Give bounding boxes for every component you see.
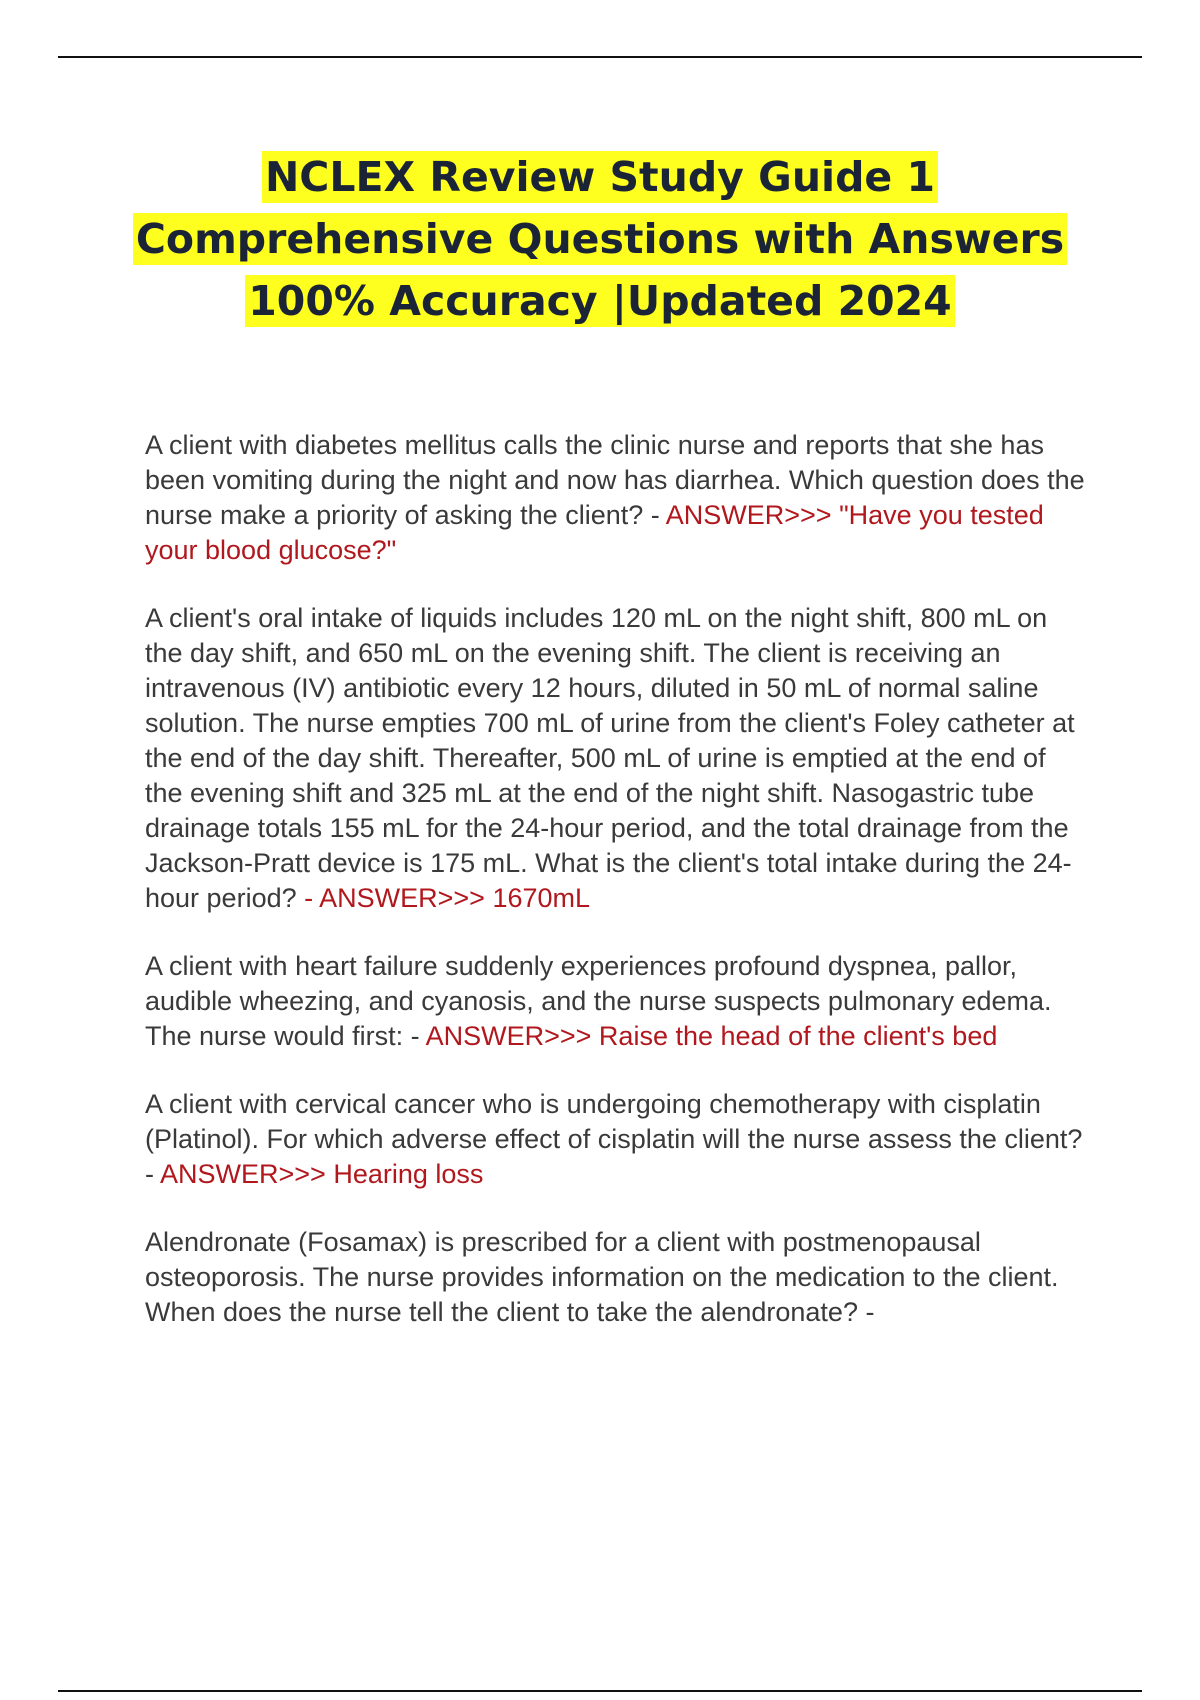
qa-item-2 bbox=[145, 601, 1090, 916]
document-title bbox=[100, 146, 1100, 332]
answer-text: ANSWER>>> Raise the head of the client's bed bbox=[425, 1021, 998, 1051]
question-text: Alendronate (Fosamax) is prescribed for a client with postmenopausal osteoporosis. The nurse provides information on the medication to the client. When does the nurse tell the client to take the alendronate? - bbox=[145, 1227, 1059, 1327]
qa-item-5 bbox=[145, 1225, 1090, 1330]
answer-text: ANSWER>>> Hearing loss bbox=[160, 1159, 484, 1189]
answer-text: - ANSWER>>> 1670mL bbox=[304, 883, 591, 913]
question-text: A client's oral intake of liquids includes 120 mL on the night shift, 800 mL on the day shift, and 650 mL on the evening shift. The client is receiving an intravenous (IV) antibiotic every 12 hours, diluted in 50 mL of normal saline solution. The nurse empties 700 mL of urine from the client's Foley catheter at the end of the day shift. Thereafter, 500 mL of urine is emptied at the end of the evening shift and 325 mL at the end of the night shift. Nasogastric tube drainage totals 155 mL for the 24-hour period, and the total drainage from the Jackson-Pratt device is 175 mL. What is the client's total intake during the 24-hour period? bbox=[145, 603, 1075, 913]
top-rule bbox=[58, 56, 1142, 58]
title-highlight: NCLEX Review Study Guide 1 Comprehensive Questions with Answers 100% Accuracy |Updated 2024 bbox=[133, 151, 1067, 327]
question-text: A client with heart failure suddenly experiences profound dyspnea, pallor, audible wheezing, and cyanosis, and the nurse suspects pulmonary edema. The nurse would first: - bbox=[145, 951, 1052, 1051]
question-text: A client with cervical cancer who is undergoing chemotherapy with cisplatin (Platinol). For which adverse effect of cisplatin will the nurse assess the client? - bbox=[145, 1089, 1083, 1189]
question-list bbox=[145, 428, 1090, 1363]
answer-text: ANSWER>>> "Have you tested your blood glucose?" bbox=[145, 500, 1044, 565]
question-text: A client with diabetes mellitus calls the clinic nurse and reports that she has been vomiting during the night and now has diarrhea. Which question does the nurse make a priority of asking the client? - bbox=[145, 430, 1085, 530]
qa-item-1 bbox=[145, 428, 1090, 568]
bottom-rule bbox=[58, 1690, 1142, 1692]
title-block bbox=[100, 146, 1100, 332]
qa-item-4 bbox=[145, 1087, 1090, 1192]
qa-item-3 bbox=[145, 949, 1090, 1054]
